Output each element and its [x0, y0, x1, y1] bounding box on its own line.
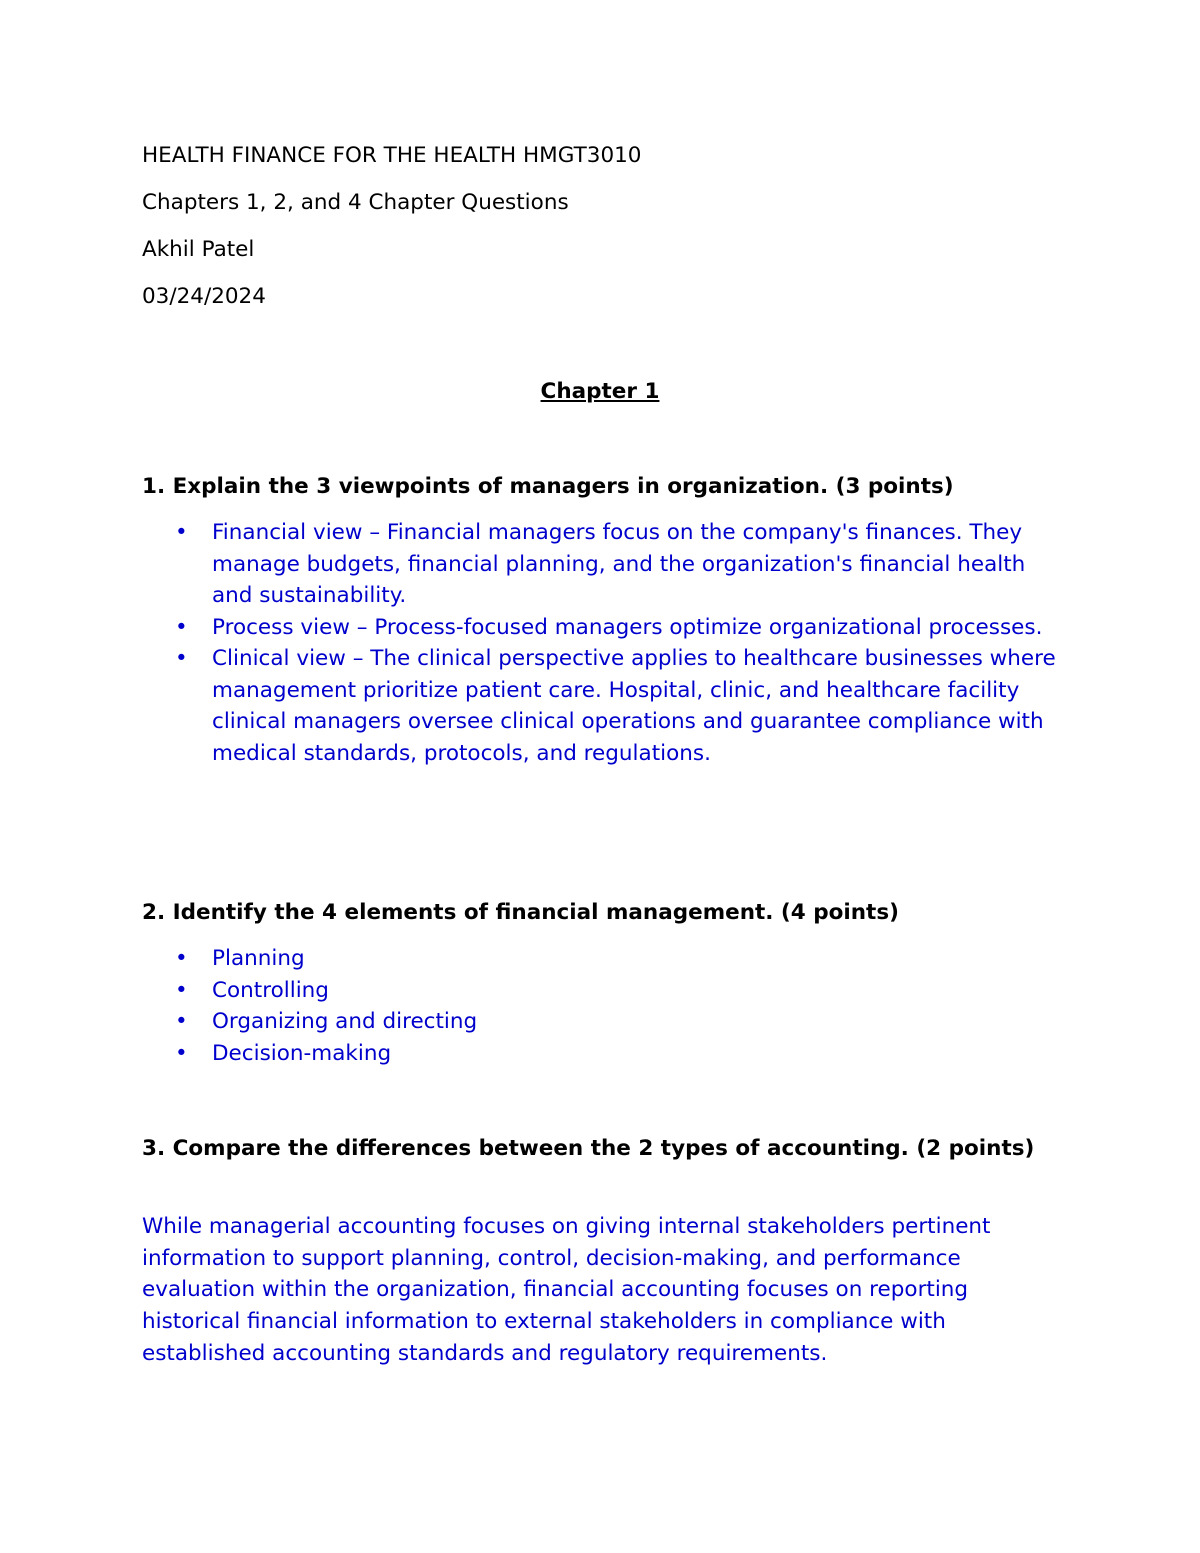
list-item — [142, 975, 1072, 1007]
list-item — [142, 612, 1072, 644]
bullet-icon: • — [175, 1009, 188, 1034]
answer-text: Planning — [212, 946, 305, 971]
list-item — [142, 1038, 1072, 1070]
bullet-icon: • — [175, 646, 188, 671]
answer-text: Clinical view – The clinical perspective applies to healthcare businesses where management prioritize patient care. Hospital, clinic, and healthcare facility clinical managers oversee clinical operations and guarantee compliance with medical standards, protocols, and regulations. — [212, 646, 1056, 766]
question-1-prompt: 1. Explain the 3 viewpoints of managers in organization. (3 points) — [142, 474, 954, 499]
bullet-icon: • — [175, 520, 188, 545]
chapter-heading: Chapter 1 — [540, 379, 660, 404]
list-item — [142, 943, 1072, 975]
assignment-title: Chapters 1, 2, and 4 Chapter Questions — [142, 190, 569, 215]
question-2-answer-list — [142, 943, 1072, 1069]
question-3-answer: While managerial accounting focuses on giving internal stakeholders pertinent information to support planning, control, decision-making, and performance evaluation within the organization, financial accounting focuses on reporting historical financial information to external stakeholders in compliance with established accounting standards and regulatory requirements. — [142, 1214, 991, 1366]
bullet-icon: • — [175, 977, 188, 1003]
list-item — [142, 517, 1072, 612]
course-title: HEALTH FINANCE FOR THE HEALTH HMGT3010 — [142, 143, 642, 168]
answer-text: Financial view – Financial managers focus on the company's finances. They manage budgets, financial planning, and the organization's financial health and sustainability. — [212, 520, 1026, 608]
question-1-answer-list — [142, 517, 1072, 769]
answer-text: Process view – Process-focused managers optimize organizational processes. — [212, 614, 1043, 640]
author-name: Akhil Patel — [142, 237, 255, 262]
question-2-prompt: 2. Identify the 4 elements of financial management. (4 points) — [142, 900, 899, 925]
bullet-icon: • — [175, 1040, 188, 1066]
answer-text: Organizing and directing — [212, 1009, 478, 1034]
bullet-icon: • — [175, 614, 188, 640]
list-item — [142, 1006, 1072, 1038]
list-item — [142, 643, 1072, 769]
answer-text: Decision-making — [212, 1040, 392, 1066]
bullet-icon: • — [175, 946, 188, 971]
answer-text: Controlling — [212, 977, 329, 1003]
submission-date: 03/24/2024 — [142, 284, 266, 309]
question-3-prompt: 3. Compare the differences between the 2 types of accounting. (2 points) — [142, 1136, 1035, 1161]
